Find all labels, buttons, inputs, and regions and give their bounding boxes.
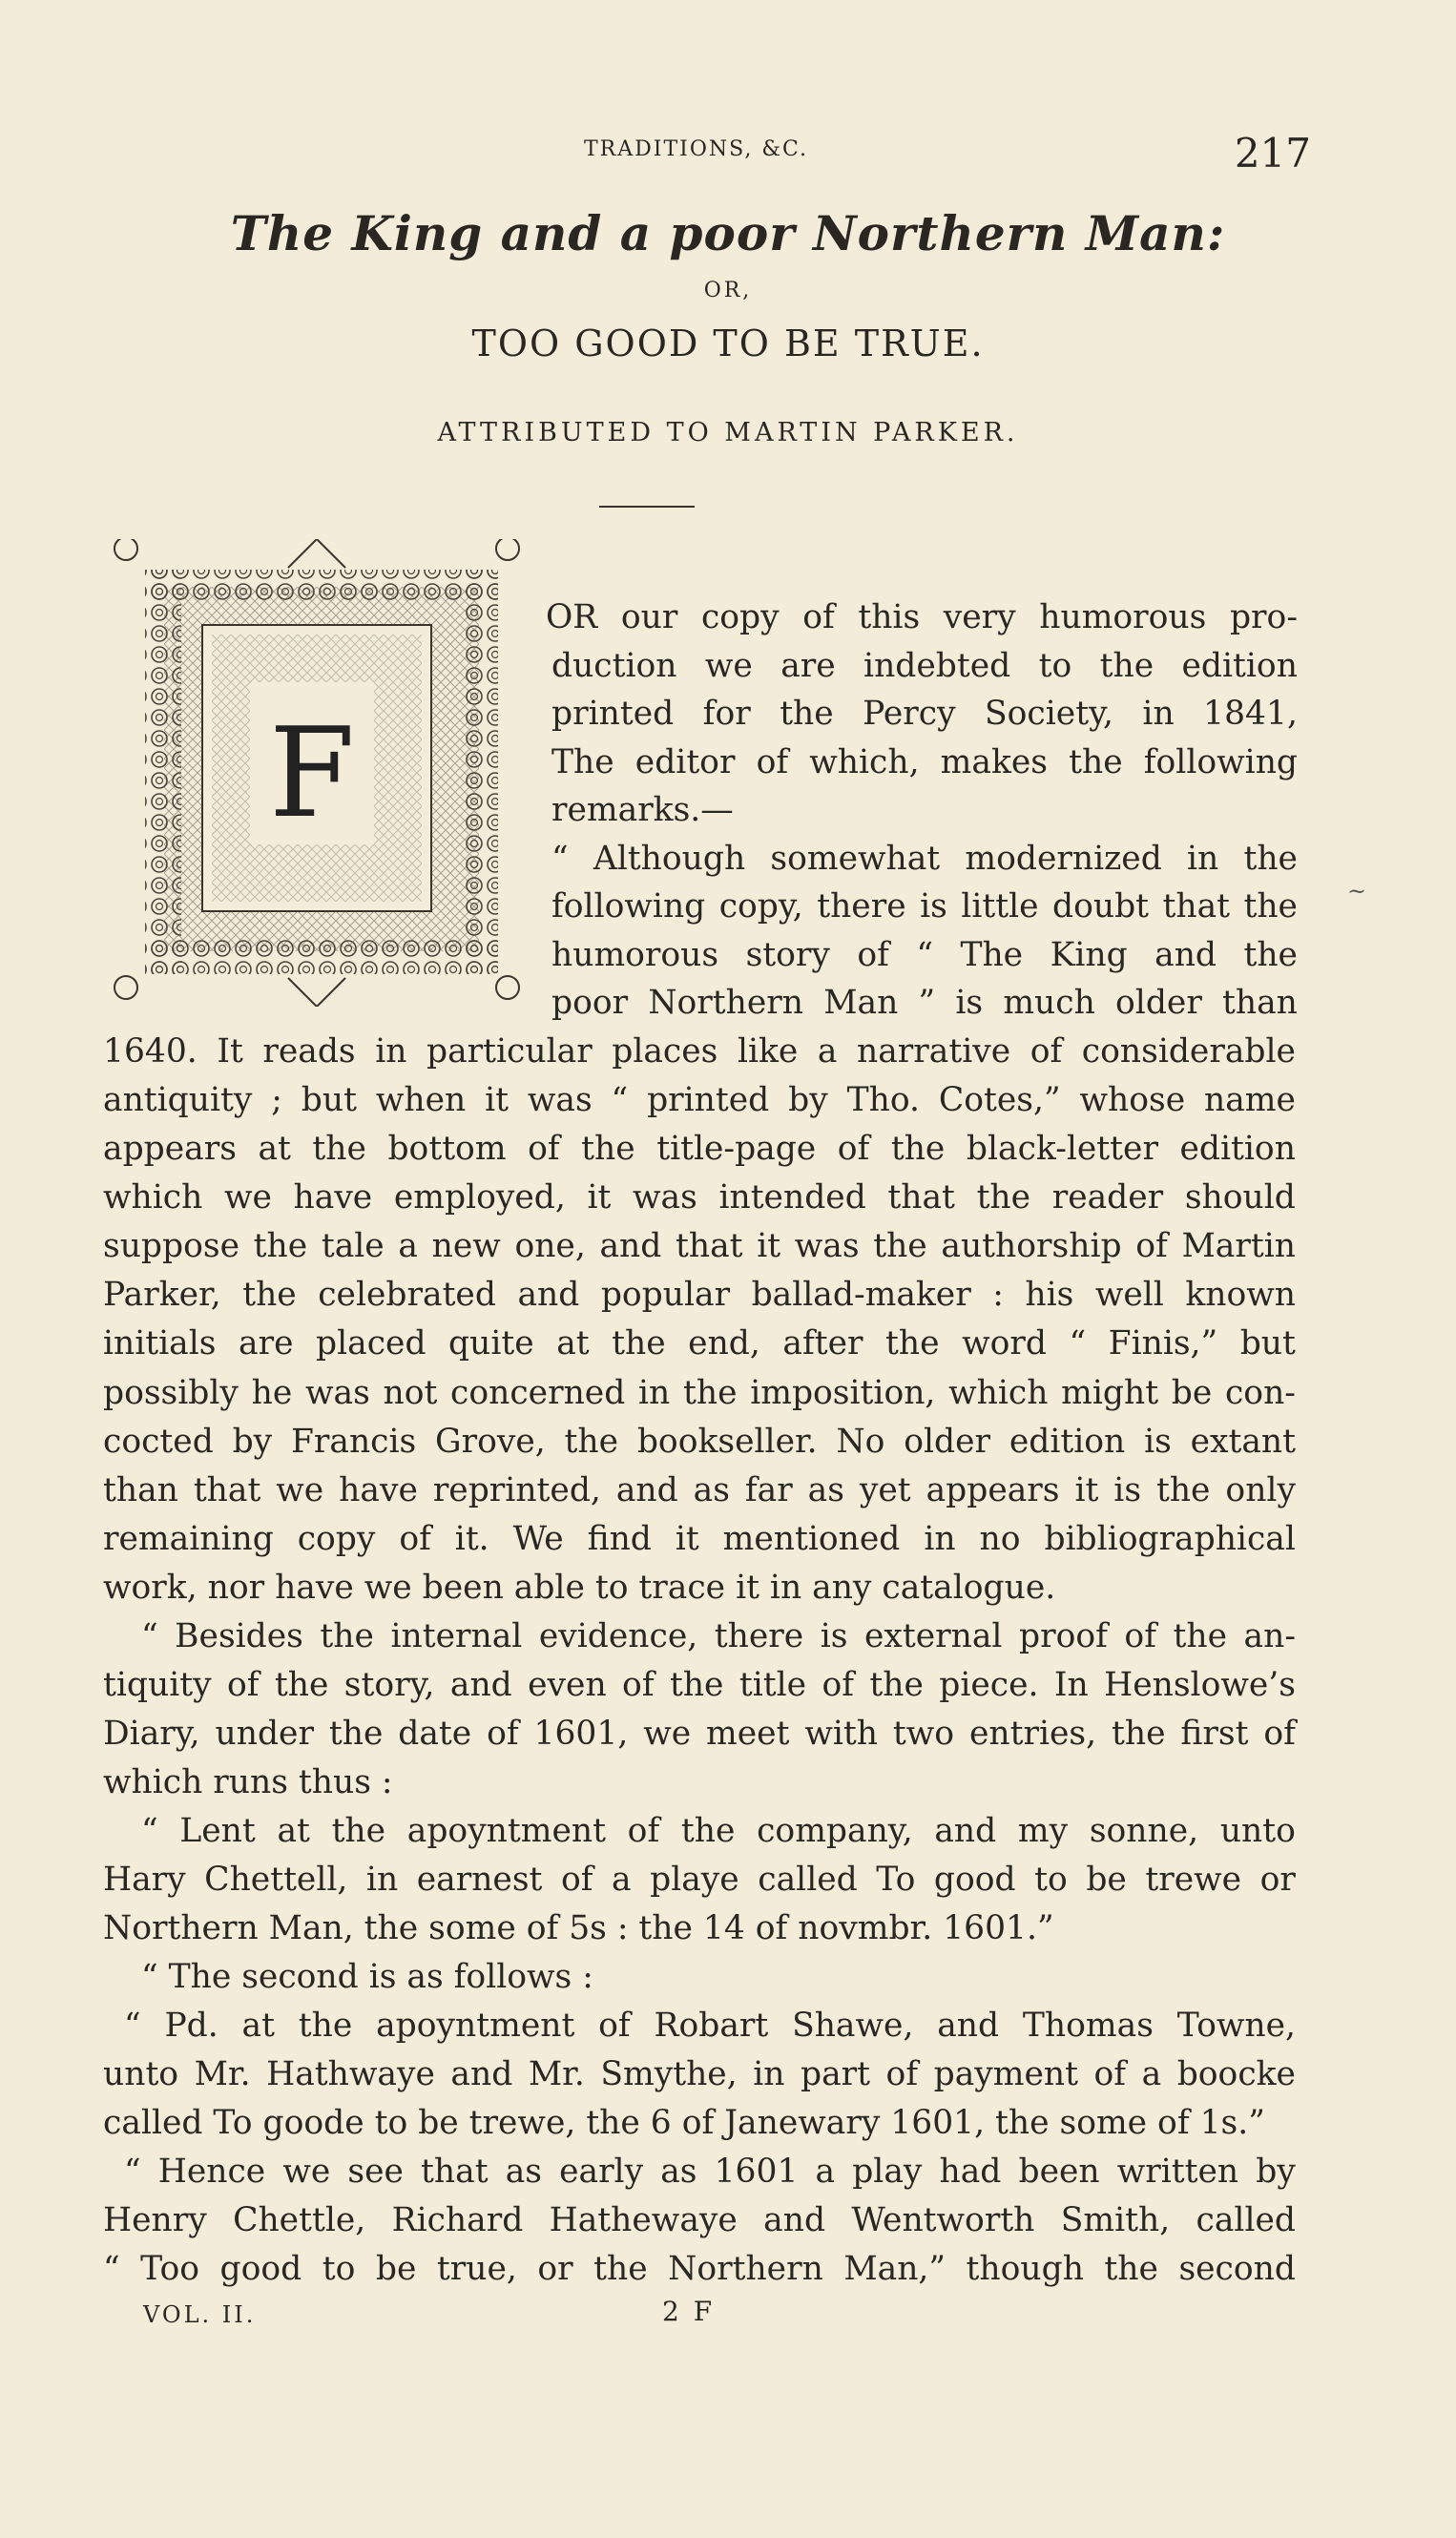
text-line: Hary Chettell, in earnest of a playe called To good to be trewe or — [103, 1861, 1296, 1899]
text-line: “ The second is as follows : — [141, 1958, 593, 1996]
initial-letter: F — [268, 700, 356, 845]
text-line: tiquity of the story, and even of the title of the piece. In Henslowe’s — [103, 1666, 1296, 1704]
text-line: Henry Chettle, Richard Hathewaye and Wentworth Smith, called — [103, 2201, 1296, 2239]
alternate-title: TOO GOOD TO BE TRUE. — [471, 322, 985, 364]
text-line: remarks.— — [551, 791, 734, 829]
margin-mark: ~ — [1347, 878, 1367, 905]
text-line: OR our copy of this very humorous pro- — [546, 598, 1298, 636]
text-line: printed for the Percy Society, in 1841, — [551, 695, 1298, 733]
text-line: “ Besides the internal evidence, there is external proof of the an- — [141, 1617, 1296, 1655]
running-title: TRADITIONS, &C. — [584, 137, 809, 161]
text-line: Diary, under the date of 1601, we meet with two entries, the first of — [103, 1715, 1296, 1753]
text-line: initials are placed quite at the end, after the word “ Finis,” but — [103, 1324, 1296, 1363]
text-line: cocted by Francis Grove, the bookseller. No older edition is extant — [103, 1423, 1296, 1461]
text-line: duction we are indebted to the edition — [551, 646, 1298, 685]
text-line: which runs thus : — [103, 1763, 393, 1801]
text-line: “ Too good to be true, or the Northern Man,” though the second — [103, 2250, 1296, 2288]
text-line: suppose the tale a new one, and that it was the authorship of Martin — [103, 1227, 1296, 1265]
text-line: “ Pd. at the apoyntment of Robart Shawe, and Thomas Towne, — [124, 2007, 1296, 2045]
text-line: The editor of which, makes the following — [551, 742, 1298, 781]
text-line: poor Northern Man ” is much older than — [551, 984, 1298, 1022]
text-line: humorous story of “ The King and the — [551, 935, 1298, 974]
text-line: remaining copy of it. We find it mentioned in no bibliographical — [103, 1520, 1296, 1558]
text-line: “ Although somewhat modernized in the — [551, 839, 1298, 878]
text-line: “ Hence we see that as early as 1601 a play had been written by — [124, 2153, 1296, 2191]
text-line: appears at the bottom of the title-page of the black-letter edition — [103, 1130, 1296, 1168]
ballad-title: The King and a poor Northern Man: — [230, 205, 1226, 261]
text-line: which we have employed, it was intended that the reader should — [103, 1178, 1296, 1217]
text-line: antiquity ; but when it was “ printed by Tho. Cotes,” whose name — [103, 1081, 1296, 1119]
text-line: Parker, the celebrated and popular ballad-maker : his well known — [103, 1276, 1296, 1314]
text-line: than that we have reprinted, and as far as yet appears it is the only — [103, 1471, 1296, 1509]
text-line: following copy, there is little doubt that the — [551, 887, 1298, 926]
page-number: 217 — [1234, 130, 1311, 177]
attribution: ATTRIBUTED TO MARTIN PARKER. — [437, 418, 1019, 447]
text-line: unto Mr. Hathwaye and Mr. Smythe, in part of payment of a boocke — [103, 2055, 1296, 2093]
text-line: “ Lent at the apoyntment of the company, and my sonne, unto — [141, 1812, 1296, 1850]
signature-mark: 2 F — [662, 2296, 716, 2327]
title-or: OR, — [703, 279, 753, 302]
text-line: called To goode to be trewe, the 6 of Janewary 1601, the some of 1s.” — [103, 2104, 1265, 2142]
text-line: work, nor have we been able to trace it in any catalogue. — [103, 1569, 1056, 1607]
text-line: Northern Man, the some of 5s : the 14 of novmbr. 1601.” — [103, 1909, 1054, 1947]
volume-label: VOL. II. — [143, 2301, 257, 2328]
text-line: 1640. It reads in particular places like a narrative of considerable — [103, 1032, 1296, 1071]
text-line: possibly he was not concerned in the imposition, which might be con- — [103, 1374, 1296, 1412]
